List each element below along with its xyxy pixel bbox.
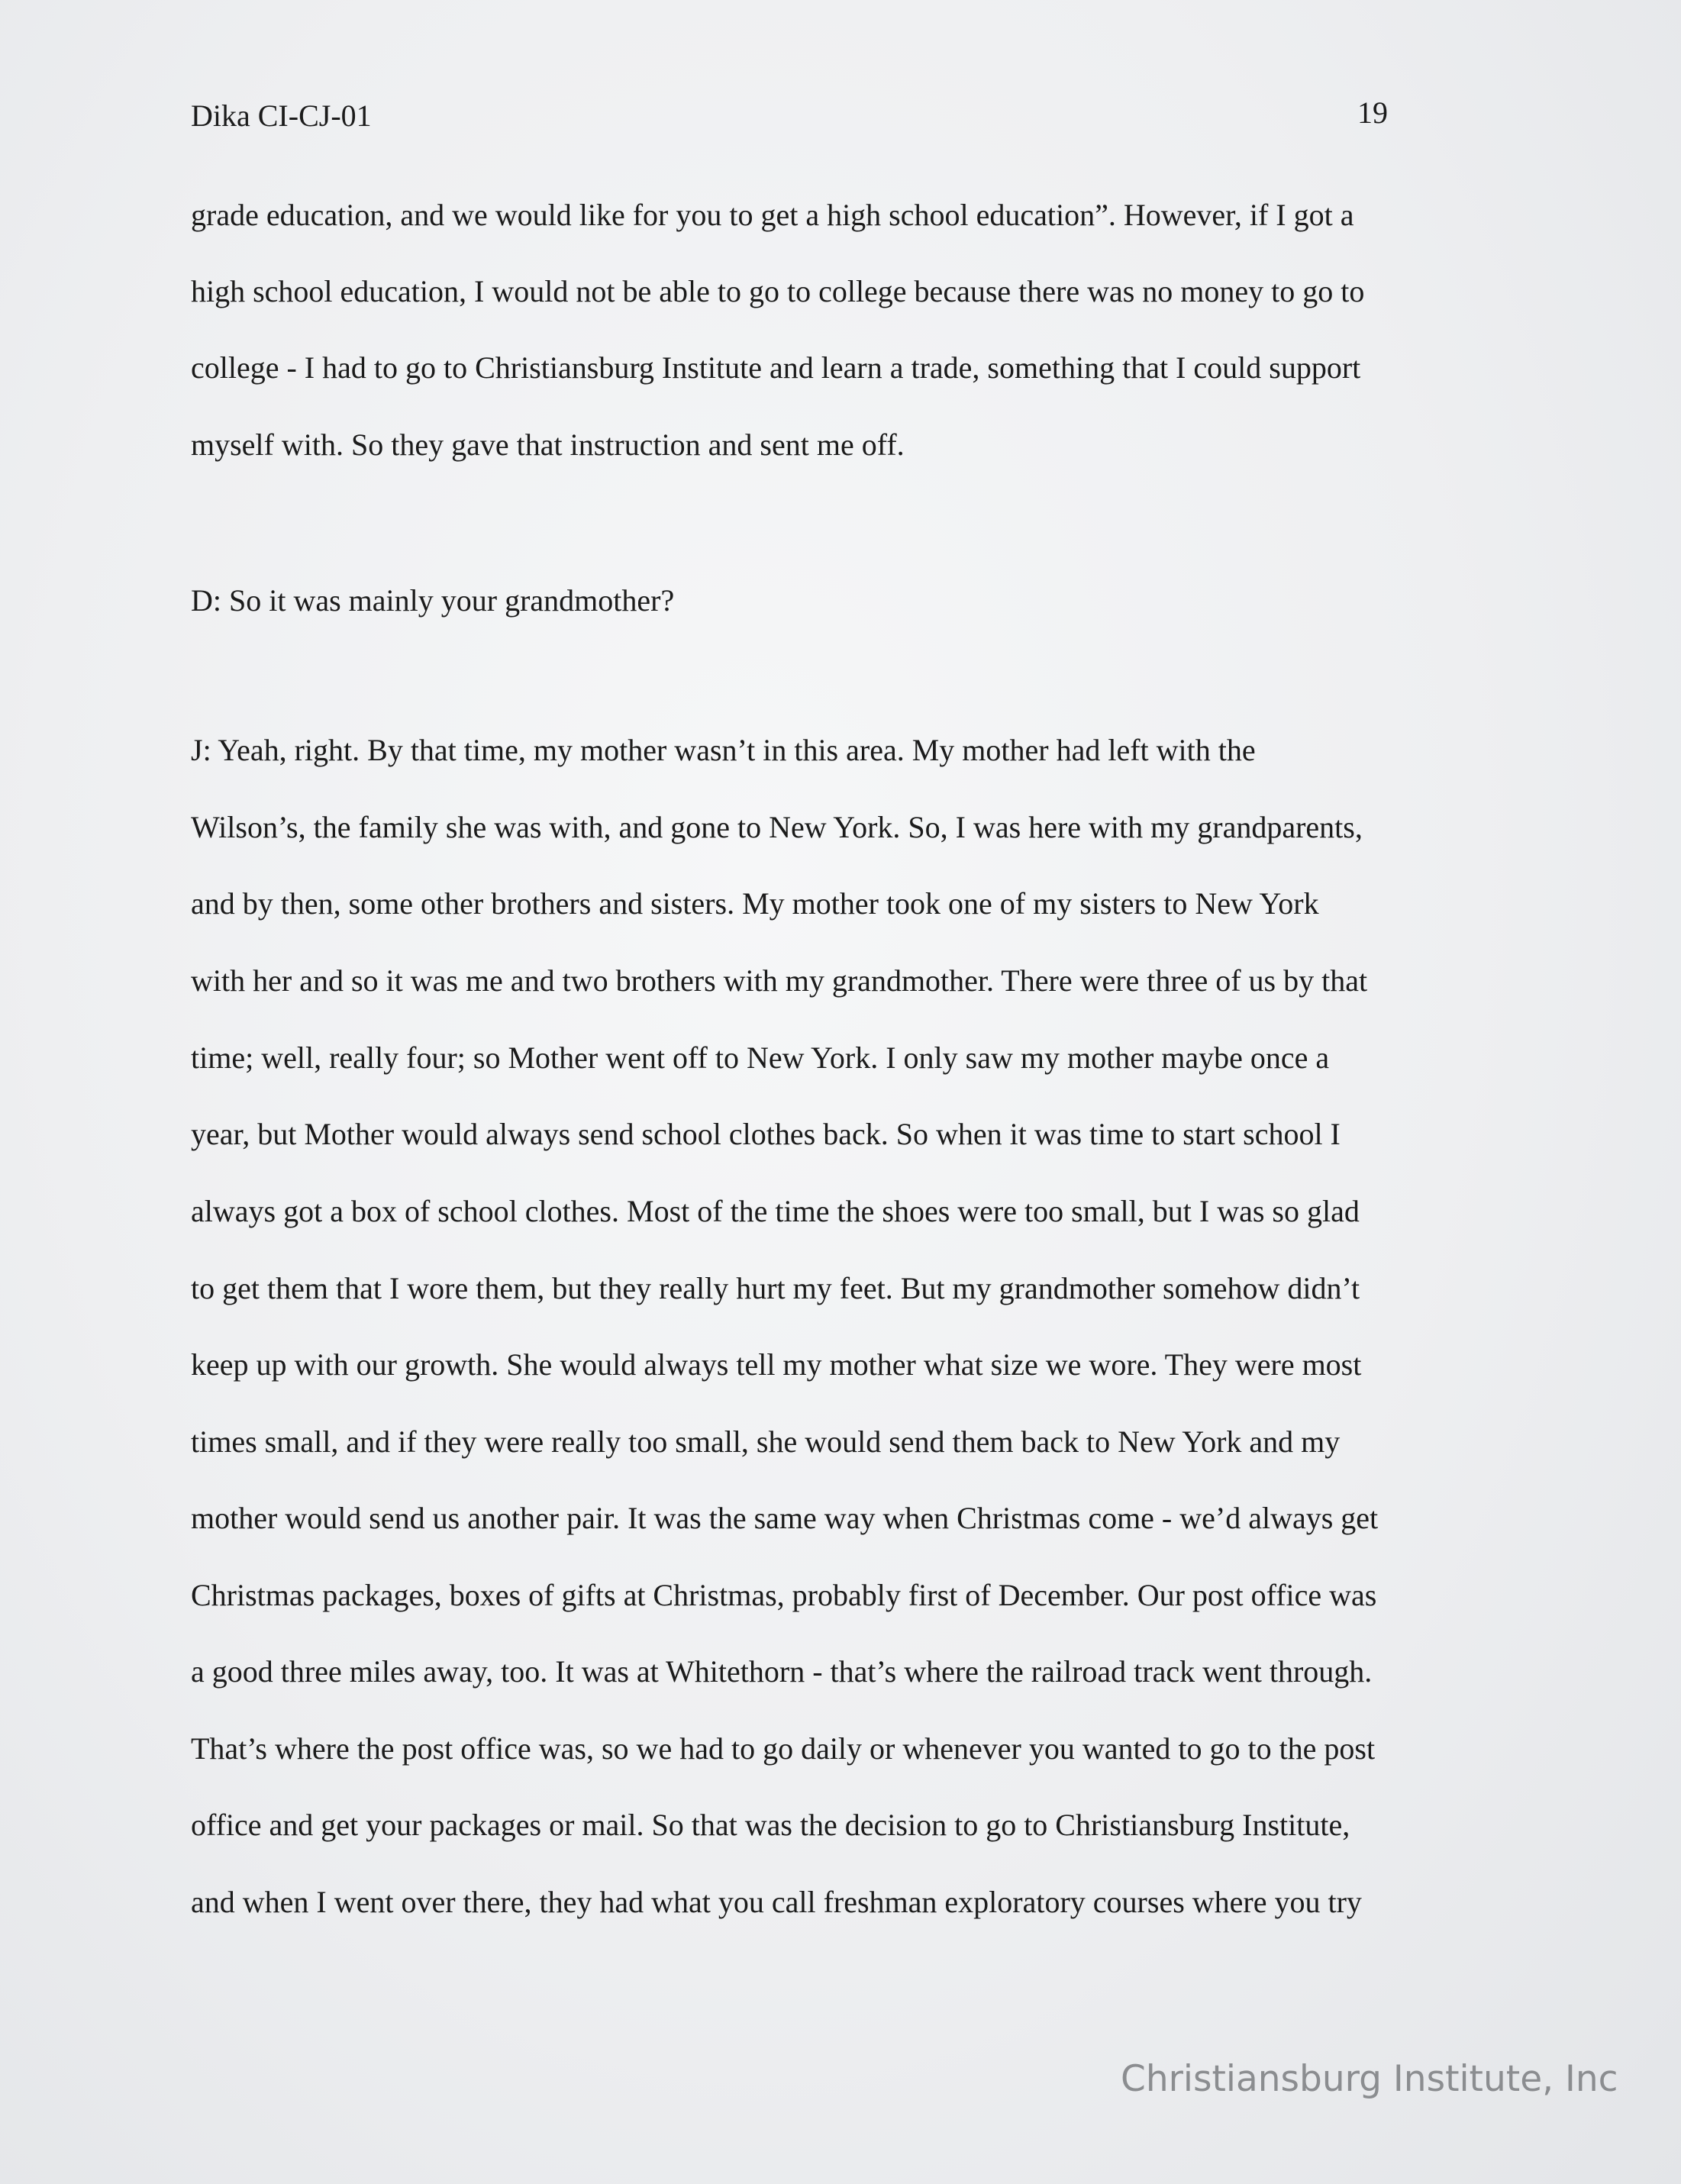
text-line: a good three miles away, too. It was at Whitethorn - that’s where the railroad track went through. xyxy=(191,1654,1373,1689)
text-line: keep up with our growth. She would always tell my mother what size we wore. They were most xyxy=(191,1347,1362,1382)
text-line: time; well, really four; so Mother went off to New York. I only saw my mother maybe once a xyxy=(191,1040,1330,1075)
text-line: to get them that I wore them, but they really hurt my feet. But my grandmother somehow didn’t xyxy=(191,1271,1360,1305)
header-page-number: 19 xyxy=(1357,95,1388,130)
text-line: That’s where the post office was, so we had to go daily or whenever you wanted to go to the post xyxy=(191,1731,1376,1766)
text-line: J: Yeah, right. By that time, my mother wasn’t in this area. My mother had left with the xyxy=(191,733,1256,767)
text-line: Christmas packages, boxes of gifts at Christmas, probably first of December. Our post office was xyxy=(191,1578,1377,1612)
text-line: high school education, I would not be able to go to college because there was no money to go to xyxy=(191,274,1365,308)
text-line: and by then, some other brothers and sisters. My mother took one of my sisters to New York xyxy=(191,886,1319,921)
text-line: with her and so it was me and two brothers with my grandmother. There were three of us by that xyxy=(191,963,1368,998)
text-line: college - I had to go to Christiansburg Institute and learn a trade, something that I could support xyxy=(191,350,1361,385)
text-line: times small, and if they were really too small, she would send them back to New York and my xyxy=(191,1424,1341,1459)
header-document-id: Dika CI-CJ-01 xyxy=(191,98,372,133)
text-line: D: So it was mainly your grandmother? xyxy=(191,583,675,618)
text-line: mother would send us another pair. It was the same way when Christmas come - we’d always get xyxy=(191,1501,1379,1535)
text-line: grade education, and we would like for you to get a high school education”. However, if I got a xyxy=(191,198,1354,232)
watermark-text: Christiansburg Institute, Inc xyxy=(1121,2058,1618,2100)
text-line: Wilson’s, the family she was with, and gone to New York. So, I was here with my grandparents, xyxy=(191,810,1363,844)
text-line: office and get your packages or mail. So that was the decision to go to Christiansburg Institute, xyxy=(191,1808,1350,1842)
text-line: year, but Mother would always send school clothes back. So when it was time to start school I xyxy=(191,1117,1341,1151)
text-line: myself with. So they gave that instruction and sent me off. xyxy=(191,427,905,462)
text-line: and when I went over there, they had what you call freshman exploratory courses where you try xyxy=(191,1885,1362,1919)
text-line: always got a box of school clothes. Most of the time the shoes were too small, but I was so glad xyxy=(191,1194,1360,1228)
